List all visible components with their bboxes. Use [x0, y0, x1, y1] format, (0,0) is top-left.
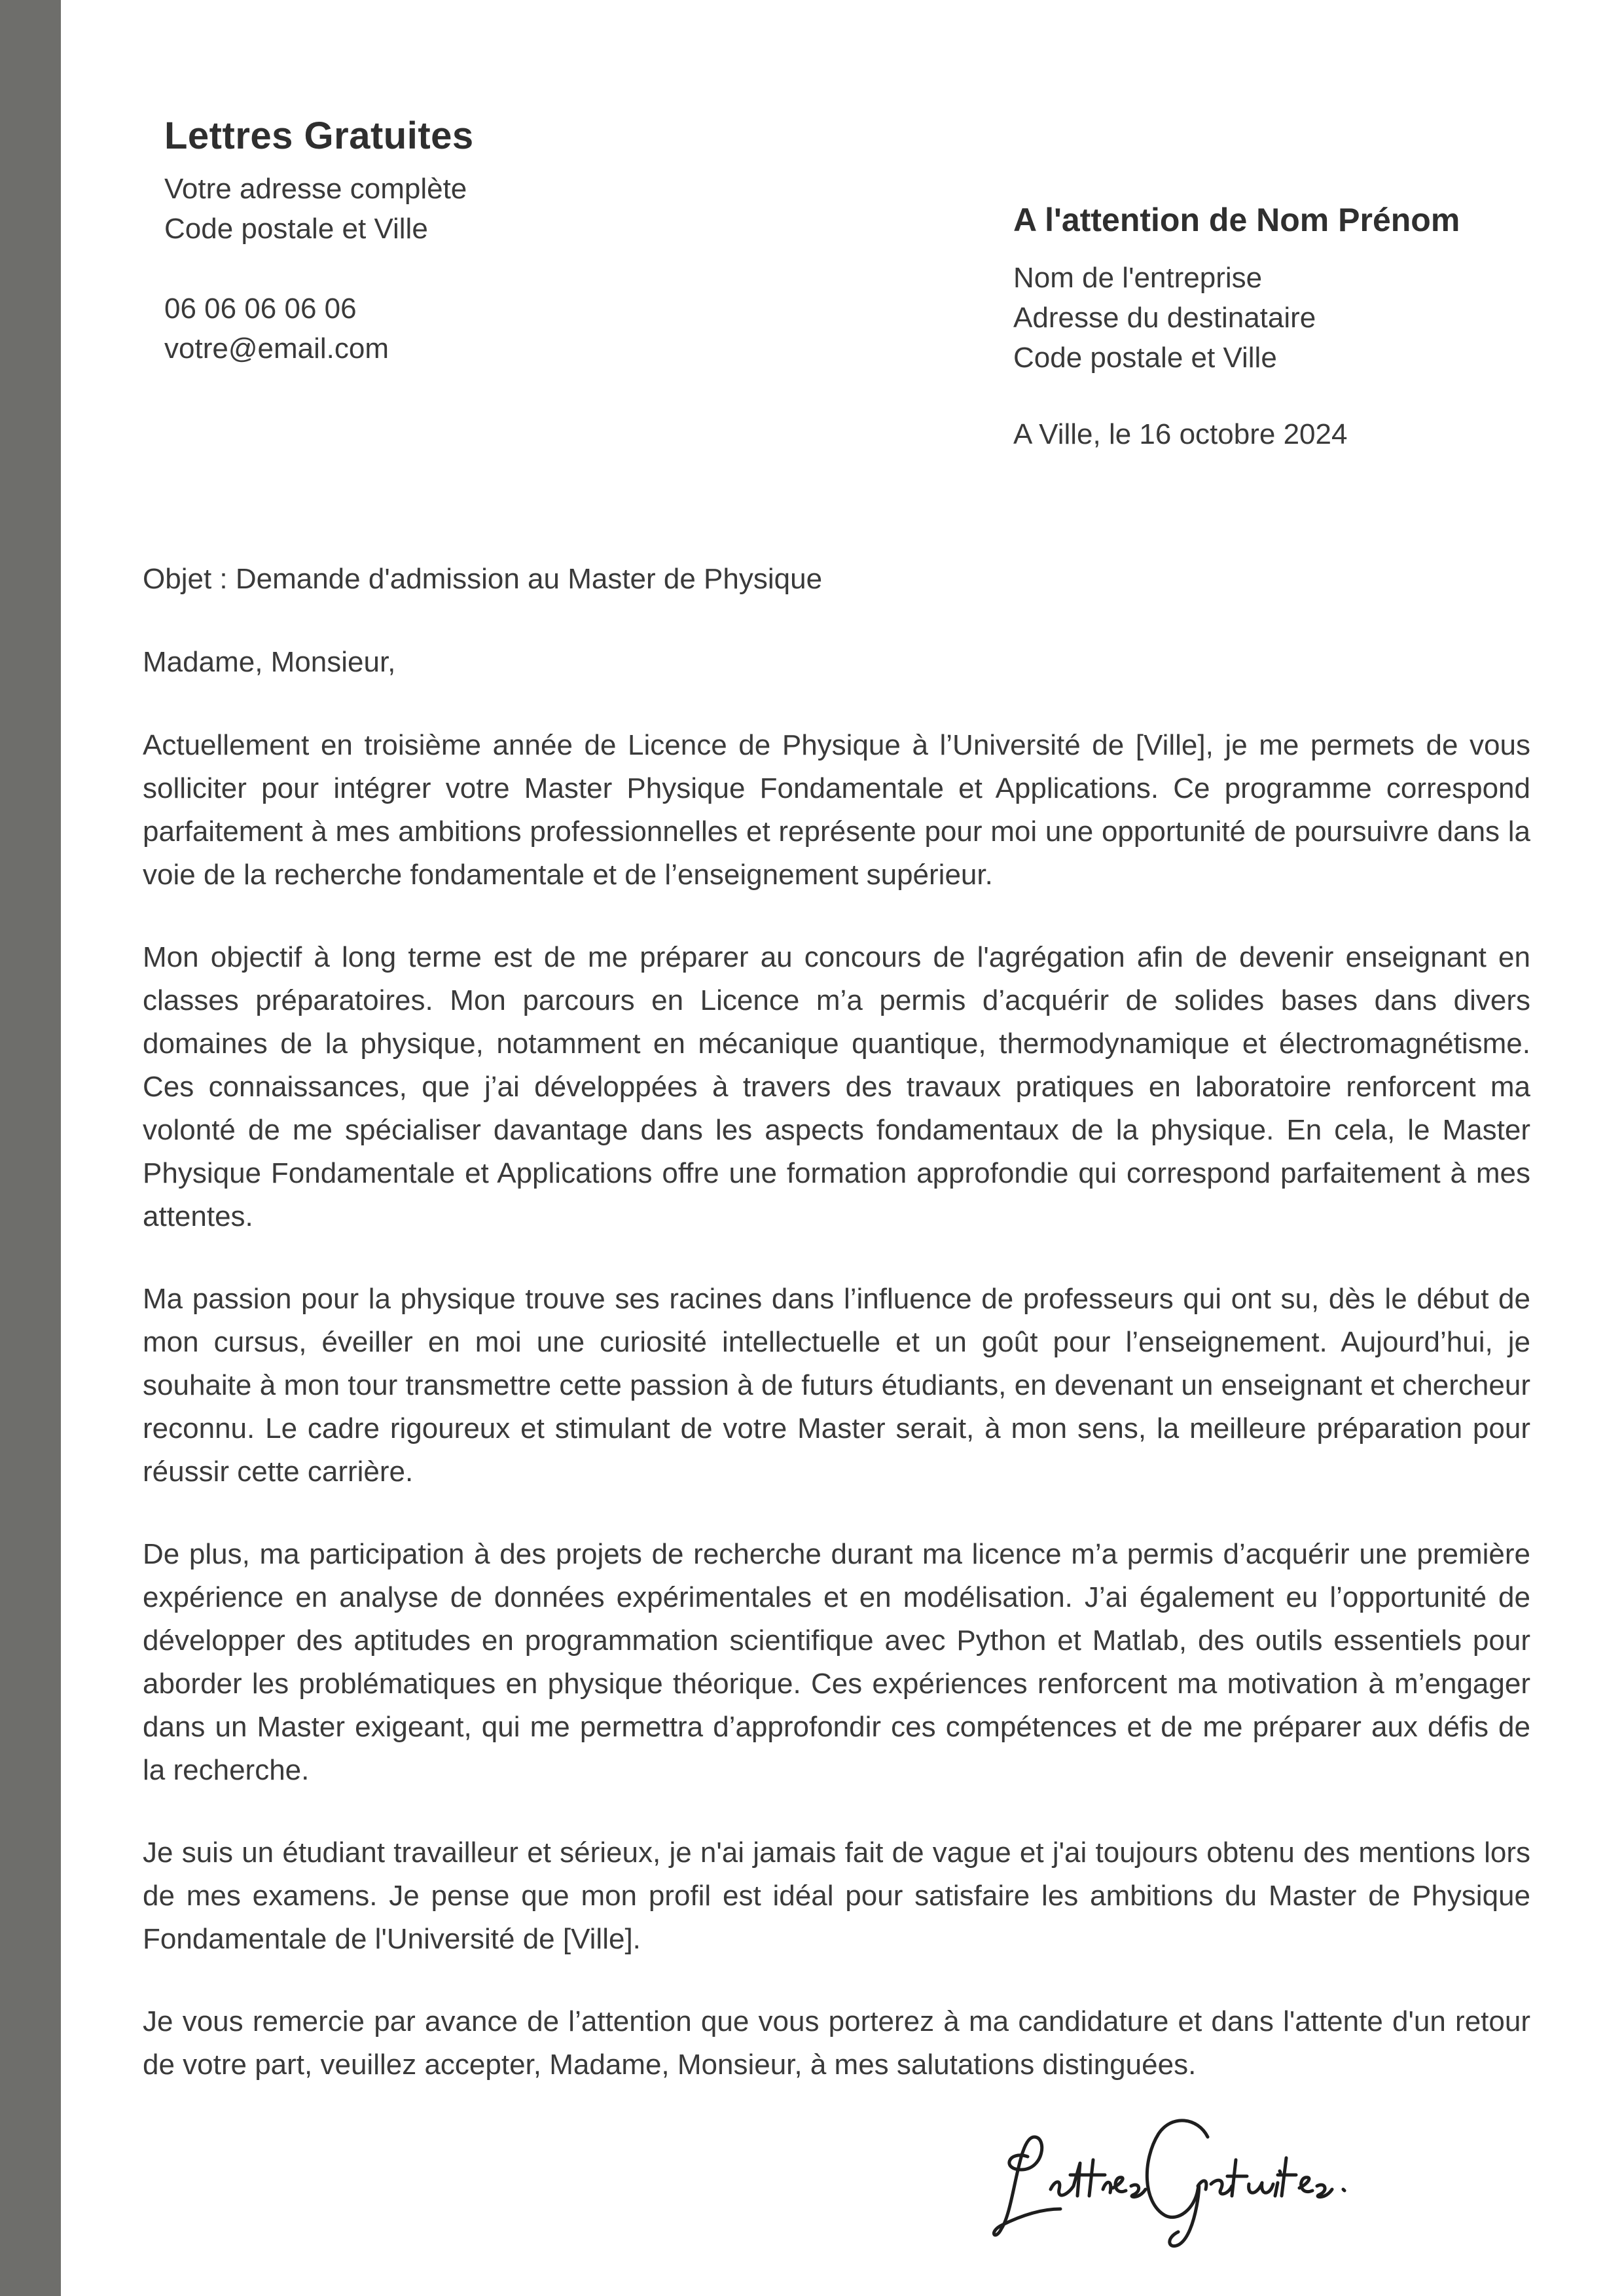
paragraph-1: Actuellement en troisième année de Licence de Physique à l’Université de [Ville], je me permets de vous solliciter pour intégrer votre Master Physique Fondamentale et Applications. Ce programme correspond parfaitement à mes ambitions professionnelles et représente pour moi une opportunité de poursuivre dans la voie de la recherche fondamentale et de l’enseignement supérieur.	[143, 729, 1530, 891]
signature-image	[982, 2098, 1362, 2255]
letter-salutation: Madame, Monsieur,	[143, 646, 396, 678]
recipient-address: Adresse du destinataire	[1013, 302, 1316, 334]
paragraph-6: Je vous remercie par avance de l’attention que vous porterez à ma candidature et dans l'attente d'un retour de votre part, veuillez accepter, Madame, Monsieur, à mes salutations distinguées.	[143, 2005, 1530, 2081]
sender-name: Lettres Gratuites	[164, 115, 474, 157]
letter-body	[143, 558, 1530, 2126]
recipient-city: Code postale et Ville	[1013, 342, 1277, 374]
side-bar	[0, 0, 61, 2296]
letter-date: A Ville, le 16 octobre 2024	[1013, 418, 1348, 450]
sender-block	[164, 110, 753, 368]
paragraph-5: Je suis un étudiant travailleur et sérieux, je n'ai jamais fait de vague et j'ai toujours obtenu des mentions lors de mes examens. Je pense que mon profil est idéal pour satisfaire les ambitions du Master de Physique Fondamentale de l'Université de [Ville].	[143, 1837, 1530, 1955]
paragraph-4: De plus, ma participation à des projets de recherche durant ma licence m’a permis d’acquérir une première expérience en analyse de données expérimentales et en modélisation. J’ai également eu l’opportunité de développer des aptitudes en programmation scientifique avec Python et Matlab, des outils essentiels pour aborder les problématiques en physique théorique. Ces expériences renforcent ma motivation à m’engager dans un Master exigeant, qui me permettra d’approfondir ces compétences et de me préparer aux défis de la recherche.	[143, 1538, 1530, 1786]
sender-email: votre@email.com	[164, 332, 389, 365]
sender-address: Votre adresse complète	[164, 173, 467, 205]
recipient-company: Nom de l'entreprise	[1013, 262, 1263, 294]
letter-subject: Objet : Demande d'admission au Master de Physique	[143, 563, 823, 595]
sender-city: Code postale et Ville	[164, 213, 428, 245]
paragraph-3: Ma passion pour la physique trouve ses racines dans l’influence de professeurs qui ont su, dès le début de mon cursus, éveiller en moi une curiosité intellectuelle et un goût pour l’enseignement. Aujourd’hui, je souhaite à mon tour transmettre cette passion à de futurs étudiants, en devenant un enseignant et chercheur reconnu. Le cadre rigoureux et stimulant de votre Master serait, à mon sens, la meilleure préparation pour réussir cette carrière.	[143, 1283, 1530, 1488]
recipient-attention: A l'attention de Nom Prénom	[1013, 202, 1460, 238]
sender-phone: 06 06 06 06 06	[164, 293, 357, 325]
spacer	[164, 249, 753, 289]
recipient-block	[1013, 196, 1570, 454]
paragraph-2: Mon objectif à long terme est de me préparer au concours de l'agrégation afin de devenir enseignant en classes préparatoires. Mon parcours en Licence m’a permis d’acquérir de solides bases dans divers domaines de la physique, notamment en mécanique quantique, thermodynamique et électromagnétisme. Ces connaissances, que j’ai développées à travers des travaux pratiques en laboratoire renforcent ma volonté de me spécialiser davantage dans les aspects fondamentaux de la physique. En cela, le Master Physique Fondamentale et Applications offre une formation approfondie qui correspond parfaitement à mes attentes.	[143, 941, 1530, 1232]
